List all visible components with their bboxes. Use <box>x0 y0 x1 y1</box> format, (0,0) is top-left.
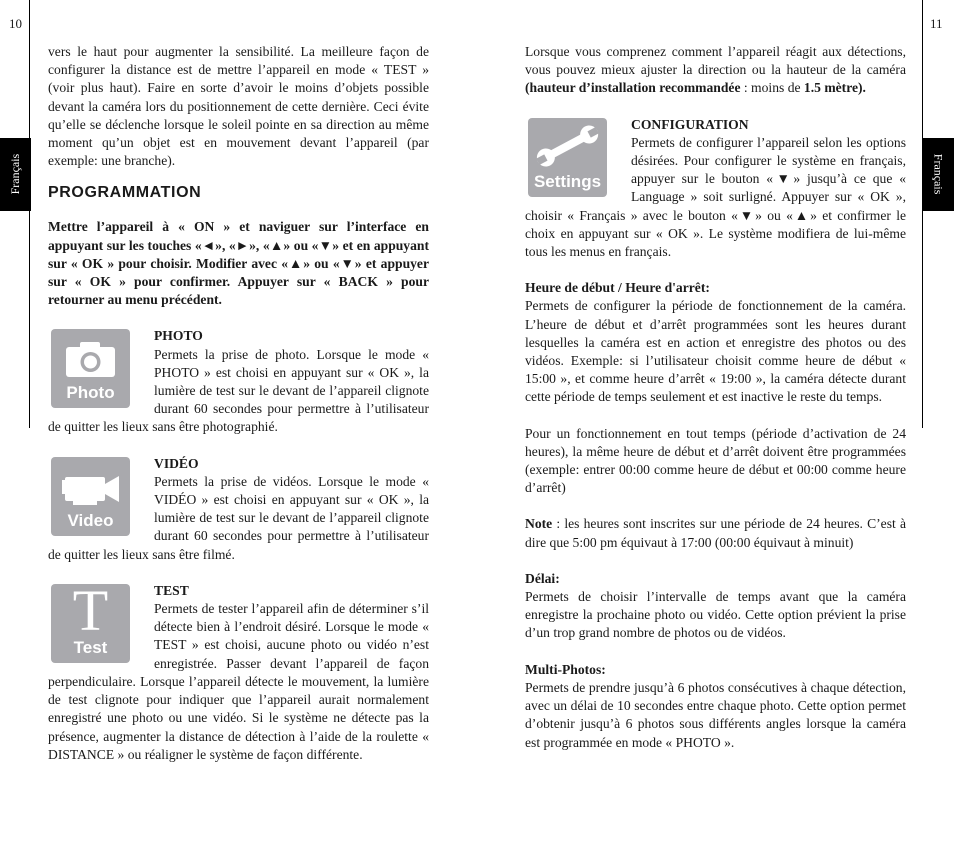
settings-title: CONFIGURATION <box>631 116 749 132</box>
height-text-mid: : moins de <box>740 80 804 96</box>
note-label: Note <box>525 516 553 532</box>
language-tab-left <box>0 138 31 211</box>
delay-description: Permets de choisir l’intervalle de temps avant que la caméra enregistre la prochaine photo ou vidéo. Cette option prévient la prise d’un trop grand nombre de photos ou de vidéos. <box>525 589 906 641</box>
video-icon-label: Video <box>67 510 114 530</box>
start-stop-description: Permets de configurer la période de fonctionnement de la caméra. L’heure de début et d’arrêt programmées sont les heures durant lesquelles la caméra est en action et enregistre des photos ou des vidéos. Exemple: si l’utilisateur choisit comme heure de début « 15:00 », et comme heure d’arrêt « 19:00 », la caméra détecte durant cette période de temps seulement et est inactive le reste du temps. <box>525 298 906 405</box>
page-number-left: 10 <box>9 16 22 31</box>
photo-description: Permets la prise de photo. Lorsque le mode « PHOTO » est choisi en appuyant sur « OK », la lumière de test sur le devant de l’appareil clignote durant 60 secondes pour permettre à l’utilisateur de quitter les lieux sans être photographié. <box>48 346 429 435</box>
video-description: Permets la prise de vidéos. Lorsque le mode « VIDÉO » est choisi en appuyant sur « OK », la lumière de test sur le devant de l’appareil clignote durant 60 secondes pour permettre à l’utilisateur de quitter les lieux sans être filmé. <box>48 473 429 562</box>
test-title: TEST <box>154 582 189 598</box>
test-description: Permets de tester l’appareil afin de déterminer s’il détecte bien à l’endroit désiré. Lorsque le mode « TEST » est choisi, aucune photo ou vidéo n’est enregistrée. Passer devant l’appareil de façon perpendiculaire. Lorsque l’appareil détecte le mouvement, la lumière de test clignote pour indiquer que l’appareil aurait normalement enregistré une photo ou une vidéo. Si le système ne détecte pas la présence, augmenter la distance de détection à l’aide de la roulette « DISTANCE » ou réaligner le système de façon différente. <box>48 601 429 762</box>
multi-photos-description: Permets de prendre jusqu’à 6 photos consécutives à chaque détection, avec un délai de 10 secondes entre chaque photo. Cette option permet d’obtenir jusqu’à 6 photos sous différents angles lorsque la caméra est programmée en mode « PHOTO ». <box>525 679 906 750</box>
section-heading: PROGRAMMATION <box>48 184 202 202</box>
test-icon-label: Test <box>73 637 108 657</box>
settings-icon-label: Settings <box>533 171 602 191</box>
right-margin-rule <box>922 0 923 428</box>
video-title: VIDÉO <box>154 455 199 471</box>
video-mode-section <box>48 455 429 564</box>
letter-t-icon <box>51 584 130 663</box>
navigation-instructions: Mettre l’appareil à « ON » et naviguer sur l’interface en appuyant sur les touches «◄», «►», «▲» ou «▼» et en appuyant sur « OK » pour choisir. Modifier avec «▲» ou «▼» et appuyer sur « OK » pour confirmer. Appuyer sur « BACK » pour retourner au menu précédent. <box>48 219 429 308</box>
test-mode-section <box>48 582 429 764</box>
photo-title: PHOTO <box>154 328 203 344</box>
camera-icon <box>51 329 130 408</box>
height-recommendation: (hauteur d’installation recommandée <box>525 80 741 96</box>
start-stop-title: Heure de début / Heure d'arrêt: <box>525 280 710 296</box>
intro-paragraph: vers le haut pour augmenter la sensibilité. La meilleure façon de configurer la distance est de mettre l’appareil en mode « TEST » (voir plus haut). Faire en sorte d’avoir le moins d’objets possible devant la caméra lors du positionnement de cette dernière. Ceci évite qu’elle se déclenche lorsque le soleil pointe en sa direction au même moment qu’un objet est en mouvement devant l’appareil (par exemple: une branche). <box>48 44 429 169</box>
multi-photos-title: Multi-Photos: <box>525 661 606 677</box>
language-tab-right <box>923 138 954 211</box>
left-page <box>48 43 429 764</box>
photo-icon-label: Photo <box>66 383 115 403</box>
language-tab-label: Français <box>8 154 23 195</box>
settings-description: Permets de configurer l’appareil selon les options désirées. Pour configurer le système en français, appuyer sur le bouton «▼» jusqu’à ce que « Language » soit surligné. Appuyer sur « OK », choisir « Français » avec le bouton «▼» ou «▲» et confirmer le choix en appuyant sur « OK ». Le système modifiera de lui-même tous les menus en français. <box>525 134 906 260</box>
test-icon-glyph: T <box>72 583 109 643</box>
note-paragraph <box>525 515 906 551</box>
note-text: : les heures sont inscrites sur une période de 24 heures. C’est à dire que 5:00 pm équivaut à 17:00 (00:00 équivaut à minuit) <box>525 516 906 550</box>
always-on-paragraph: Pour un fonctionnement en tout temps (période d’activation de 24 heures), la même heure de début et d’arrêt doivent être programmées (exemple: entrer 00:00 comme heure de début et 00:00 comme heure d’arrêt) <box>525 425 906 496</box>
left-margin-rule <box>29 0 30 428</box>
settings-section <box>525 116 906 262</box>
language-tab-label: Français <box>931 154 946 195</box>
photo-mode-section <box>48 327 429 436</box>
delay-title: Délai: <box>525 570 560 586</box>
right-page <box>525 43 906 752</box>
video-camera-icon <box>51 457 130 536</box>
height-value: 1.5 mètre). <box>803 80 866 96</box>
height-paragraph <box>525 43 906 98</box>
height-text: Lorsque vous comprenez comment l’appareil réagit aux détections, vous pouvez mieux ajuster la direction ou la hauteur de la caméra <box>525 44 906 78</box>
wrench-icon <box>528 118 607 197</box>
page-number-right: 11 <box>930 16 943 31</box>
